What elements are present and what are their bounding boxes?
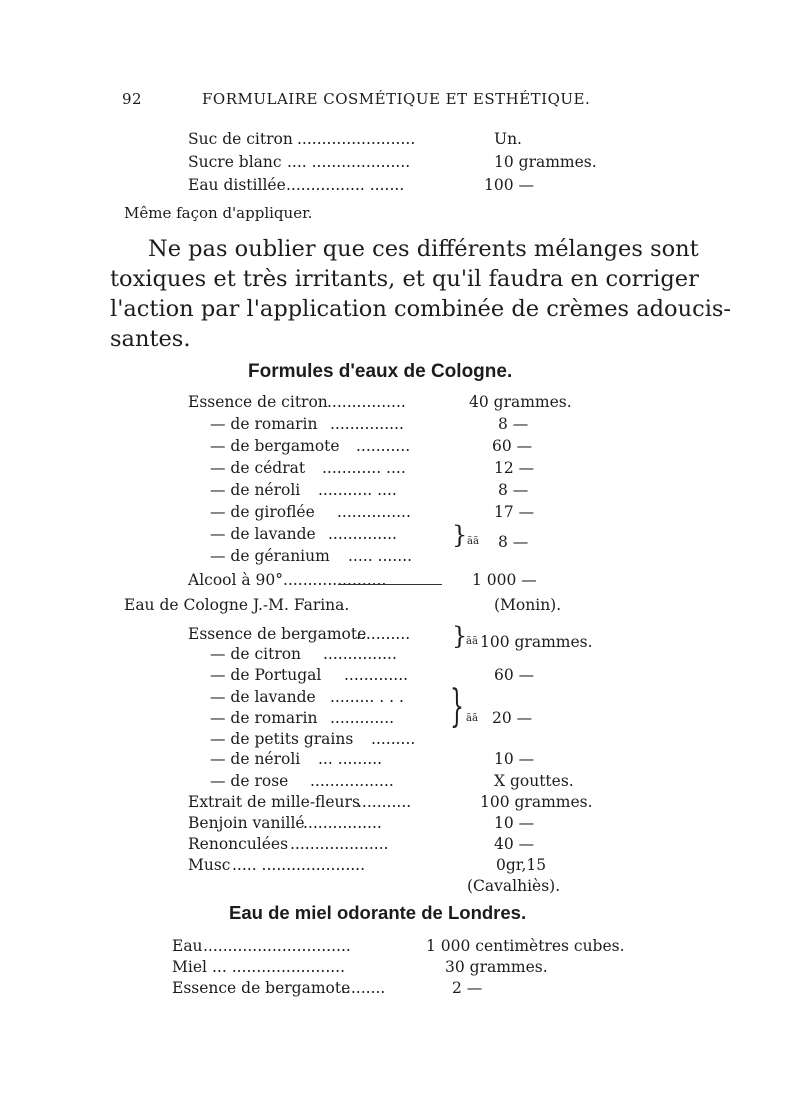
dot-leader: ........... bbox=[357, 793, 412, 811]
formula-source: (Monin). bbox=[494, 596, 562, 614]
ingredient-name: — de cédrat bbox=[210, 459, 306, 477]
ingredient-name: — de géranium bbox=[210, 547, 330, 565]
ingredient-name: — de lavande bbox=[210, 688, 316, 706]
ingredient-name: Extrait de mille-fleurs bbox=[188, 793, 360, 811]
ingredient-quantity: 1 000 centimètres cubes. bbox=[426, 937, 625, 955]
brace-icon: } bbox=[452, 622, 468, 650]
ana-abbreviation: ãã bbox=[466, 713, 478, 724]
dot-leader: ........................ bbox=[297, 130, 416, 148]
ingredient-name: — de romarin bbox=[210, 709, 318, 727]
ingredient-quantity: Un. bbox=[494, 130, 522, 148]
ingredient-name: — de romarin bbox=[210, 415, 318, 433]
application-note: Même façon d'appliquer. bbox=[124, 204, 313, 222]
ingredient-quantity: 30 grammes. bbox=[445, 958, 548, 976]
ingredient-quantity: 60 — bbox=[492, 437, 533, 455]
ingredient-name: Sucre blanc bbox=[188, 153, 282, 171]
dot-leader: ................ ....... bbox=[286, 176, 405, 194]
section-heading: Formules d'eaux de Cologne. bbox=[248, 361, 513, 382]
ingredient-quantity: 17 — bbox=[494, 503, 535, 521]
ingredient-quantity: 1 000 — bbox=[472, 571, 537, 589]
ingredient-name: Musc bbox=[188, 856, 231, 874]
dot-leader: ..................... bbox=[283, 571, 387, 589]
ingredient-quantity: 2 — bbox=[452, 979, 483, 997]
paragraph-line: santes. bbox=[110, 326, 191, 352]
ingredient-name: — de giroflée bbox=[210, 503, 315, 521]
ingredient-name: Renonculées bbox=[188, 835, 289, 853]
shared-quantity: 20 — bbox=[492, 709, 533, 727]
dot-leader: ................ bbox=[327, 393, 406, 411]
ingredient-name: — de néroli bbox=[210, 750, 301, 768]
formula-source: (Cavalhiès). bbox=[467, 877, 561, 895]
ingredient-name: Benjoin vanillé bbox=[188, 814, 305, 832]
dot-leader: ........... bbox=[356, 625, 411, 643]
ingredient-name: Essence de bergamote bbox=[188, 625, 367, 643]
paragraph-line: Ne pas oublier que ces différents mélanges sont bbox=[148, 236, 699, 262]
dot-leader: .... .................... bbox=[287, 153, 411, 171]
dot-leader: ................. bbox=[310, 772, 394, 790]
dot-leader: ............. bbox=[344, 666, 409, 684]
dot-leader: ............... bbox=[337, 503, 411, 521]
ana-abbreviation: ãã bbox=[466, 636, 478, 647]
dot-leader: ........... .... bbox=[318, 481, 397, 499]
dot-leader: ......... bbox=[341, 979, 386, 997]
ingredient-name: Alcool à 90° bbox=[188, 571, 284, 589]
ingredient-quantity: 40 grammes. bbox=[469, 393, 572, 411]
ingredient-quantity: 12 — bbox=[494, 459, 535, 477]
dot-leader: ......... bbox=[371, 730, 416, 748]
brace-icon: } bbox=[450, 681, 464, 732]
ingredient-quantity: 10 — bbox=[494, 750, 535, 768]
ingredient-quantity: 40 — bbox=[494, 835, 535, 853]
running-title: FORMULAIRE COSMÉTIQUE ET ESTHÉTIQUE. bbox=[202, 90, 591, 108]
dot-leader: ............... bbox=[323, 645, 397, 663]
ingredient-name: Essence de bergamote bbox=[172, 979, 351, 997]
ingredient-quantity: 8 — bbox=[498, 481, 529, 499]
ingredient-quantity: X gouttes. bbox=[494, 772, 574, 790]
ingredient-name: — de Portugal bbox=[210, 666, 322, 684]
brace-icon: } bbox=[452, 521, 468, 549]
dot-leader: ... ....................... bbox=[212, 958, 346, 976]
dot-leader: ..... ..................... bbox=[232, 856, 366, 874]
dot-leader: .................... bbox=[290, 835, 389, 853]
paragraph-line: toxiques et très irritants, et qu'il faudra en corriger bbox=[110, 266, 699, 292]
ingredient-name: Miel bbox=[172, 958, 207, 976]
ingredient-name: Eau bbox=[172, 937, 203, 955]
ingredient-name: Suc de citron bbox=[188, 130, 293, 148]
ingredient-quantity: 100 — bbox=[484, 176, 535, 194]
ingredient-name: — de citron bbox=[210, 645, 302, 663]
ingredient-name: — de petits grains bbox=[210, 730, 354, 748]
shared-quantity: 100 grammes. bbox=[480, 633, 593, 651]
ingredient-quantity: 100 grammes. bbox=[480, 793, 593, 811]
paragraph-line: l'action par l'application combinée de crèmes adoucis- bbox=[110, 296, 732, 322]
dot-leader: ............ .... bbox=[322, 459, 406, 477]
ingredient-name: — de néroli bbox=[210, 481, 301, 499]
section-heading: Eau de miel odorante de Londres. bbox=[229, 902, 527, 923]
dot-leader: ........... bbox=[356, 437, 411, 455]
dot-leader: ............... bbox=[330, 415, 404, 433]
ingredient-quantity: 10 grammes. bbox=[494, 153, 597, 171]
section-divider bbox=[338, 584, 442, 585]
dot-leader: ................ bbox=[303, 814, 382, 832]
dot-leader: ......... . . . bbox=[330, 688, 404, 706]
page-number: 92 bbox=[122, 90, 143, 108]
formula-title: Eau de Cologne J.-M. Farina. bbox=[124, 596, 350, 614]
ingredient-name: — de lavande bbox=[210, 525, 316, 543]
ingredient-name: — de rose bbox=[210, 772, 289, 790]
ingredient-quantity: 0gr,15 bbox=[496, 856, 547, 874]
ingredient-quantity: 60 — bbox=[494, 666, 535, 684]
dot-leader: ............. bbox=[330, 709, 395, 727]
shared-quantity: 8 — bbox=[498, 533, 529, 551]
ingredient-name: — de bergamote bbox=[210, 437, 340, 455]
ingredient-quantity: 10 — bbox=[494, 814, 535, 832]
dot-leader: .............................. bbox=[203, 937, 351, 955]
dot-leader: ..... ....... bbox=[348, 547, 413, 565]
dot-leader: .............. bbox=[328, 525, 397, 543]
dot-leader: ... ......... bbox=[318, 750, 383, 768]
ingredient-name: Essence de citron bbox=[188, 393, 328, 411]
ana-abbreviation: ãã bbox=[467, 536, 479, 547]
ingredient-name: Eau distillée bbox=[188, 176, 286, 194]
ingredient-quantity: 8 — bbox=[498, 415, 529, 433]
